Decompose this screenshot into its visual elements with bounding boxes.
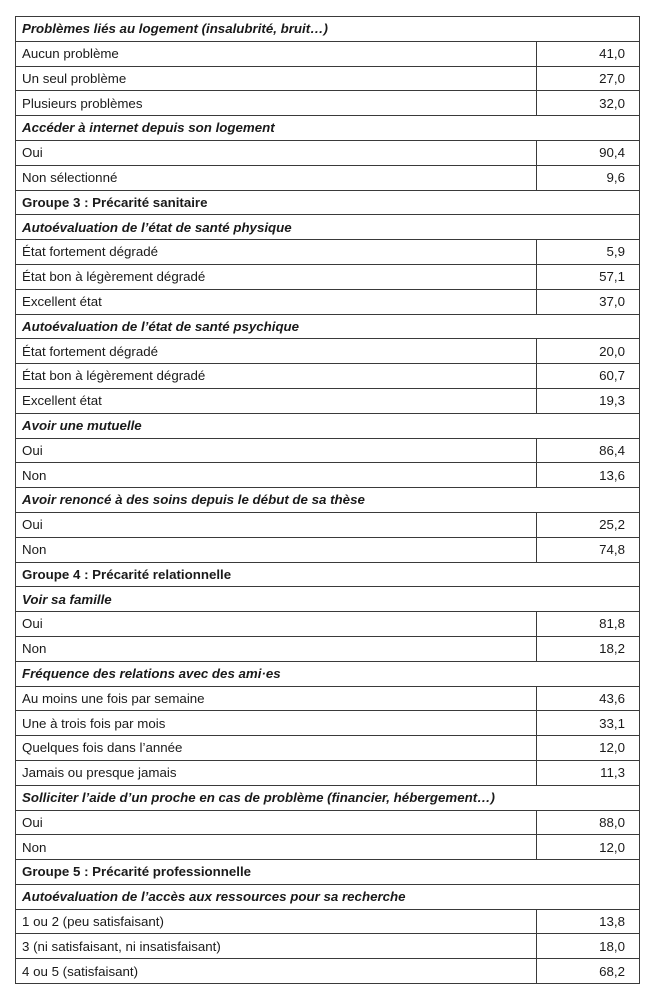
question-title: Fréquence des relations avec des ami·es (16, 661, 640, 686)
table-row (16, 438, 640, 463)
row-value: 33,1 (537, 711, 640, 736)
row-value: 27,0 (537, 66, 640, 91)
row-value: 32,0 (537, 91, 640, 116)
row-value: 18,0 (537, 934, 640, 959)
row-label: 4 ou 5 (satisfaisant) (16, 959, 537, 984)
question-header-row (16, 587, 640, 612)
table-row (16, 140, 640, 165)
table-row (16, 289, 640, 314)
question-title: Autoévaluation de l’état de santé physique (16, 215, 640, 240)
question-header-row (16, 314, 640, 339)
question-header-row (16, 116, 640, 141)
row-value: 11,3 (537, 760, 640, 785)
row-label: Un seul problème (16, 66, 537, 91)
row-label: Non (16, 463, 537, 488)
row-label: Une à trois fois par mois (16, 711, 537, 736)
group-title: Groupe 5 : Précarité professionnelle (16, 860, 640, 885)
table-row (16, 959, 640, 984)
table-row (16, 810, 640, 835)
row-value: 41,0 (537, 41, 640, 66)
precarity-table (15, 16, 640, 984)
table-row (16, 512, 640, 537)
row-label: Plusieurs problèmes (16, 91, 537, 116)
row-label: État bon à légèrement dégradé (16, 264, 537, 289)
table-row (16, 66, 640, 91)
question-title: Problèmes liés au logement (insalubrité, bruit…) (16, 17, 640, 42)
question-title: Autoévaluation de l’état de santé psychique (16, 314, 640, 339)
table-row (16, 711, 640, 736)
table-row (16, 91, 640, 116)
row-value: 19,3 (537, 388, 640, 413)
table-row (16, 240, 640, 265)
table-row (16, 909, 640, 934)
group-header-row (16, 190, 640, 215)
table-row (16, 686, 640, 711)
row-label: Oui (16, 512, 537, 537)
row-label: État fortement dégradé (16, 240, 537, 265)
table-row (16, 165, 640, 190)
question-header-row (16, 488, 640, 513)
table-row (16, 612, 640, 637)
table-row (16, 339, 640, 364)
row-value: 37,0 (537, 289, 640, 314)
row-label: Non (16, 537, 537, 562)
row-value: 86,4 (537, 438, 640, 463)
table-row (16, 835, 640, 860)
row-value: 12,0 (537, 835, 640, 860)
question-title: Solliciter l’aide d’un proche en cas de problème (financier, hébergement…) (16, 785, 640, 810)
table-row (16, 537, 640, 562)
row-label: Non (16, 636, 537, 661)
table-row (16, 364, 640, 389)
row-value: 43,6 (537, 686, 640, 711)
row-label: Jamais ou presque jamais (16, 760, 537, 785)
group-title: Groupe 4 : Précarité relationnelle (16, 562, 640, 587)
row-label: Oui (16, 810, 537, 835)
table-body (16, 17, 640, 984)
table-row (16, 736, 640, 761)
question-title: Autoévaluation de l’accès aux ressources pour sa recherche (16, 884, 640, 909)
row-value: 12,0 (537, 736, 640, 761)
question-title: Voir sa famille (16, 587, 640, 612)
table-row (16, 463, 640, 488)
question-header-row (16, 17, 640, 42)
row-label: Oui (16, 612, 537, 637)
row-label: 1 ou 2 (peu satisfaisant) (16, 909, 537, 934)
table-row (16, 934, 640, 959)
row-label: Au moins une fois par semaine (16, 686, 537, 711)
table-row (16, 636, 640, 661)
row-label: État bon à légèrement dégradé (16, 364, 537, 389)
row-value: 18,2 (537, 636, 640, 661)
row-value: 57,1 (537, 264, 640, 289)
question-title: Avoir renoncé à des soins depuis le début de sa thèse (16, 488, 640, 513)
row-label: Excellent état (16, 289, 537, 314)
row-value: 5,9 (537, 240, 640, 265)
row-value: 88,0 (537, 810, 640, 835)
table-row (16, 760, 640, 785)
row-label: Excellent état (16, 388, 537, 413)
row-label: Oui (16, 140, 537, 165)
row-label: Aucun problème (16, 41, 537, 66)
precarity-table-container (15, 16, 639, 984)
table-row (16, 41, 640, 66)
group-title: Groupe 3 : Précarité sanitaire (16, 190, 640, 215)
question-header-row (16, 215, 640, 240)
question-header-row (16, 785, 640, 810)
row-label: Quelques fois dans l’année (16, 736, 537, 761)
question-header-row (16, 413, 640, 438)
question-header-row (16, 884, 640, 909)
row-value: 81,8 (537, 612, 640, 637)
question-header-row (16, 661, 640, 686)
row-value: 9,6 (537, 165, 640, 190)
row-value: 25,2 (537, 512, 640, 537)
table-row (16, 388, 640, 413)
row-label: Oui (16, 438, 537, 463)
group-header-row (16, 562, 640, 587)
row-value: 13,6 (537, 463, 640, 488)
row-label: Non sélectionné (16, 165, 537, 190)
row-value: 74,8 (537, 537, 640, 562)
row-value: 68,2 (537, 959, 640, 984)
question-title: Accéder à internet depuis son logement (16, 116, 640, 141)
row-value: 20,0 (537, 339, 640, 364)
row-label: État fortement dégradé (16, 339, 537, 364)
row-value: 13,8 (537, 909, 640, 934)
table-row (16, 264, 640, 289)
group-header-row (16, 860, 640, 885)
question-title: Avoir une mutuelle (16, 413, 640, 438)
row-label: Non (16, 835, 537, 860)
row-value: 60,7 (537, 364, 640, 389)
row-value: 90,4 (537, 140, 640, 165)
row-label: 3 (ni satisfaisant, ni insatisfaisant) (16, 934, 537, 959)
